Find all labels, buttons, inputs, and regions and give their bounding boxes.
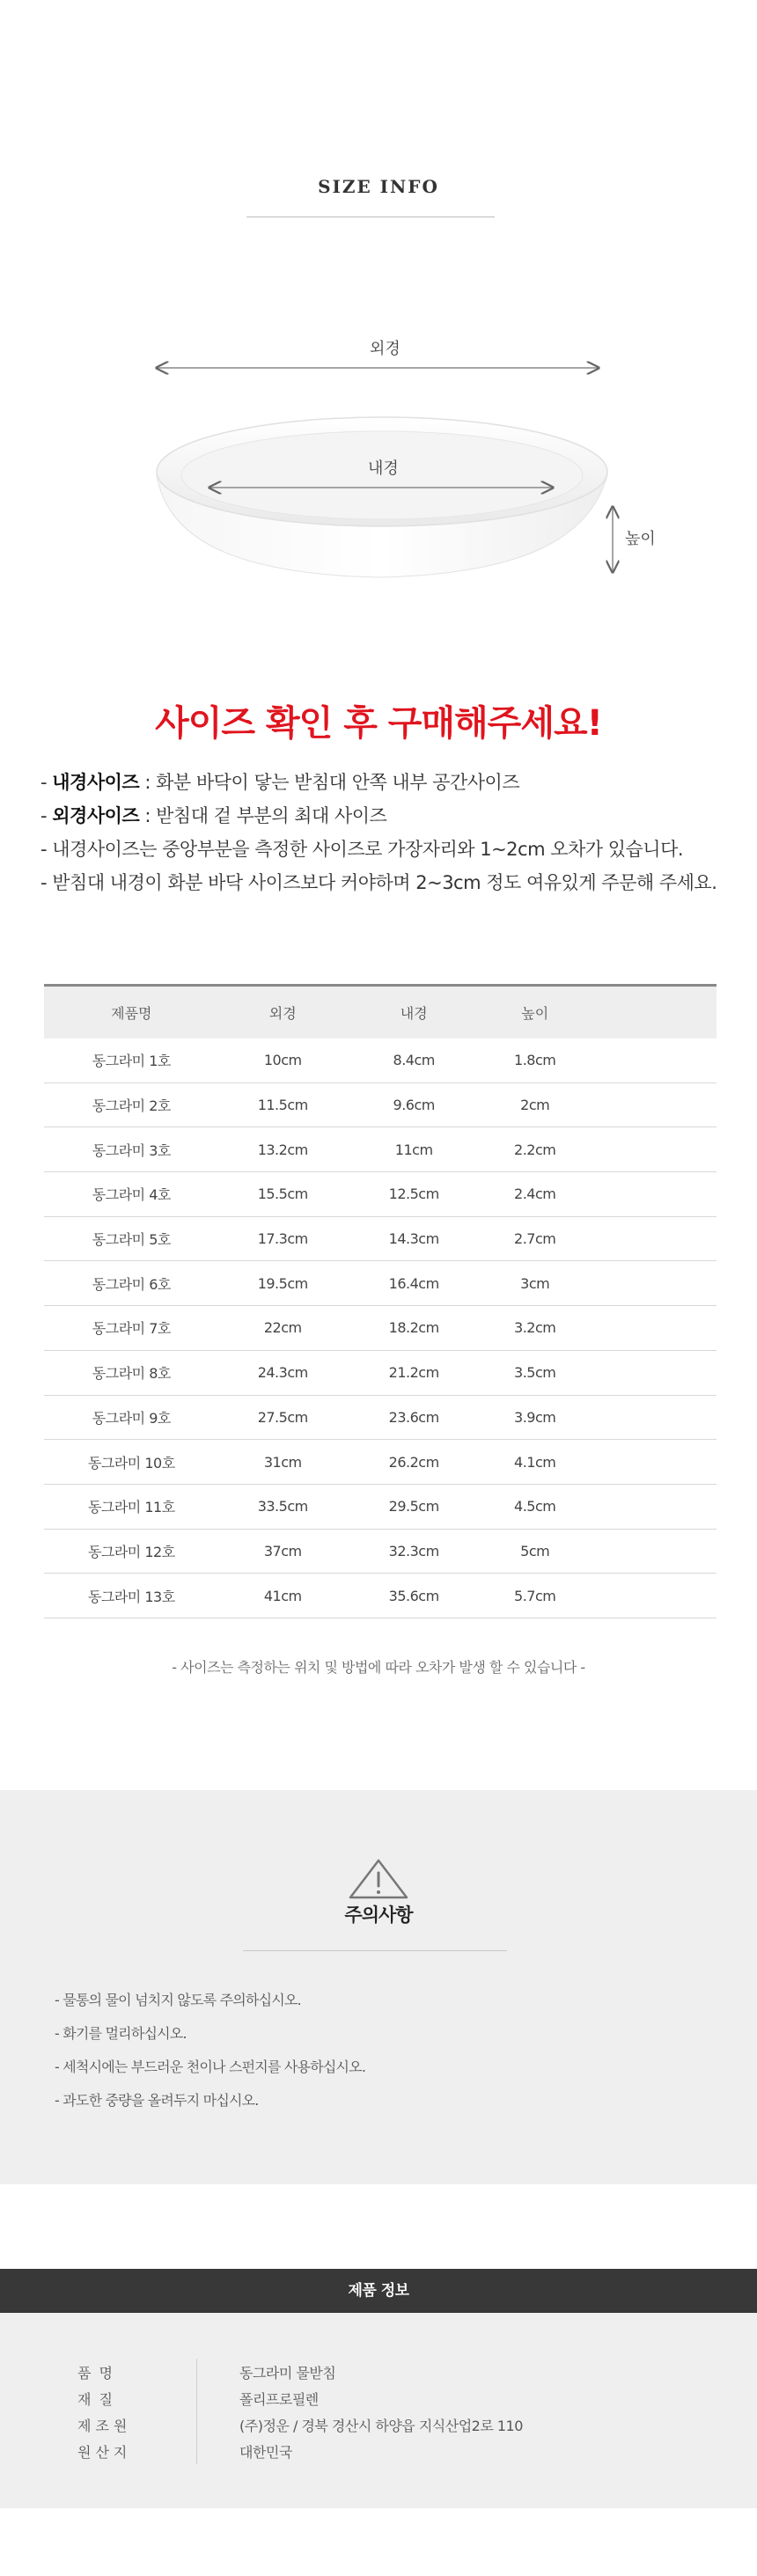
size-table-body bbox=[44, 1038, 717, 1618]
cell-empty bbox=[589, 1083, 717, 1127]
table-row bbox=[44, 1529, 717, 1574]
cell-inner: 32.3cm bbox=[347, 1529, 481, 1574]
cell-product-name: 동그라미 7호 bbox=[44, 1306, 219, 1351]
cell-height: 2.2cm bbox=[481, 1127, 589, 1172]
cell-inner: 11cm bbox=[347, 1127, 481, 1172]
cell-outer: 17.3cm bbox=[219, 1216, 347, 1261]
cell-empty bbox=[589, 1484, 717, 1529]
cell-inner: 12.5cm bbox=[347, 1172, 481, 1217]
cell-inner: 23.6cm bbox=[347, 1395, 481, 1440]
cell-product-name: 동그라미 2호 bbox=[44, 1083, 219, 1127]
cell-empty bbox=[589, 1574, 717, 1618]
cell-empty bbox=[589, 1306, 717, 1351]
info-row-manufacturer bbox=[0, 2415, 757, 2441]
cell-empty bbox=[589, 1261, 717, 1306]
cell-product-name: 동그라미 1호 bbox=[44, 1038, 219, 1083]
header-inner: 내경 bbox=[400, 1004, 428, 1022]
product-info-box bbox=[0, 2313, 757, 2508]
table-row bbox=[44, 1038, 717, 1083]
caution-title: 주의사항 bbox=[344, 1904, 413, 1926]
note-outer-size: - 외경사이즈 : 받침대 겉 부분의 최대 사이즈 bbox=[40, 805, 387, 826]
info-value: (주)정운 / 경북 경산시 하양읍 지식산업2로 110 bbox=[239, 2418, 523, 2434]
table-row bbox=[44, 1306, 717, 1351]
info-row-name bbox=[0, 2362, 757, 2389]
cell-outer: 10cm bbox=[219, 1038, 347, 1083]
cell-outer: 33.5cm bbox=[219, 1484, 347, 1529]
header-product-name: 제품명 bbox=[111, 1004, 152, 1022]
cell-product-name: 동그라미 13호 bbox=[44, 1574, 219, 1618]
caution-item: - 과도한 중량을 올려두지 마십시오. bbox=[55, 2092, 259, 2109]
size-table bbox=[44, 984, 717, 1618]
cell-outer: 37cm bbox=[219, 1529, 347, 1574]
info-key: 제조원 bbox=[77, 2418, 132, 2434]
cell-empty bbox=[589, 1440, 717, 1485]
table-header-row bbox=[44, 986, 717, 1038]
cell-outer: 11.5cm bbox=[219, 1083, 347, 1127]
info-value: 폴리프로필렌 bbox=[239, 2391, 319, 2408]
caution-section bbox=[0, 1790, 757, 2184]
table-row bbox=[44, 1350, 717, 1395]
cell-height: 3cm bbox=[481, 1261, 589, 1306]
table-row bbox=[44, 1127, 717, 1172]
table-row bbox=[44, 1574, 717, 1618]
table-row bbox=[44, 1440, 717, 1485]
cell-height: 3.2cm bbox=[481, 1306, 589, 1351]
caution-item: - 화기를 멀리하십시오. bbox=[55, 2025, 187, 2042]
cell-height: 2cm bbox=[481, 1083, 589, 1127]
cell-product-name: 동그라미 12호 bbox=[44, 1529, 219, 1574]
caution-divider bbox=[243, 1950, 507, 1951]
info-value: 대한민국 bbox=[239, 2444, 292, 2461]
cell-empty bbox=[589, 1038, 717, 1083]
size-notes bbox=[40, 766, 745, 899]
cell-product-name: 동그라미 11호 bbox=[44, 1484, 219, 1529]
inner-diameter-label: 내경 bbox=[368, 459, 399, 478]
cell-height: 2.4cm bbox=[481, 1172, 589, 1217]
cell-product-name: 동그라미 8호 bbox=[44, 1350, 219, 1395]
info-row-material bbox=[0, 2389, 757, 2415]
info-row-origin bbox=[0, 2441, 757, 2468]
cell-empty bbox=[589, 1216, 717, 1261]
table-row bbox=[44, 1395, 717, 1440]
note-measure-center: - 내경사이즈는 중앙부분을 측정한 사이즈로 가장자리와 1~2cm 오차가 있습니다. bbox=[40, 839, 684, 860]
table-row bbox=[44, 1484, 717, 1529]
cell-product-name: 동그라미 10호 bbox=[44, 1440, 219, 1485]
cell-inner: 26.2cm bbox=[347, 1440, 481, 1485]
cell-height: 4.1cm bbox=[481, 1440, 589, 1485]
table-row bbox=[44, 1083, 717, 1127]
size-info-title: SIZE INFO bbox=[318, 176, 439, 197]
header-empty bbox=[589, 986, 717, 1038]
tray-size-diagram bbox=[0, 317, 757, 607]
table-row bbox=[44, 1216, 717, 1261]
cell-product-name: 동그라미 4호 bbox=[44, 1172, 219, 1217]
cell-product-name: 동그라미 6호 bbox=[44, 1261, 219, 1306]
measurement-error-note: - 사이즈는 측정하는 위치 및 방법에 따라 오차가 발생 할 수 있습니다 - bbox=[172, 1659, 585, 1676]
cell-inner: 8.4cm bbox=[347, 1038, 481, 1083]
cell-height: 3.9cm bbox=[481, 1395, 589, 1440]
cell-outer: 13.2cm bbox=[219, 1127, 347, 1172]
cell-inner: 29.5cm bbox=[347, 1484, 481, 1529]
info-key: 품명 bbox=[77, 2365, 121, 2382]
size-check-heading: 사이즈 확인 후 구매해주세요! bbox=[155, 703, 602, 744]
info-value: 동그라미 물받침 bbox=[239, 2365, 336, 2382]
cell-inner: 21.2cm bbox=[347, 1350, 481, 1395]
note-order-margin: - 받침대 내경이 화분 바닥 사이즈보다 커야하며 2~3cm 정도 여유있게 주문해 주세요. bbox=[40, 872, 717, 893]
cell-outer: 41cm bbox=[219, 1574, 347, 1618]
cell-outer: 22cm bbox=[219, 1306, 347, 1351]
cell-height: 2.7cm bbox=[481, 1216, 589, 1261]
table-row bbox=[44, 1172, 717, 1217]
header-outer: 외경 bbox=[268, 1004, 297, 1022]
cell-height: 4.5cm bbox=[481, 1484, 589, 1529]
caution-item: - 물통의 물이 넘치지 않도록 주의하십시오. bbox=[55, 1992, 301, 2008]
cell-height: 5cm bbox=[481, 1529, 589, 1574]
warning-triangle-icon bbox=[347, 1857, 410, 1901]
height-label: 높이 bbox=[625, 530, 656, 548]
cell-outer: 27.5cm bbox=[219, 1395, 347, 1440]
cell-height: 5.7cm bbox=[481, 1574, 589, 1618]
caution-list bbox=[55, 1984, 365, 2117]
cell-empty bbox=[589, 1172, 717, 1217]
outer-diameter-label: 외경 bbox=[370, 340, 401, 358]
cell-height: 1.8cm bbox=[481, 1038, 589, 1083]
header-height: 높이 bbox=[521, 1004, 549, 1022]
caution-item: - 세척시에는 부드러운 천이나 스펀지를 사용하십시오. bbox=[55, 2059, 366, 2075]
cell-empty bbox=[589, 1350, 717, 1395]
product-info-title: 제품 정보 bbox=[0, 2269, 757, 2313]
cell-inner: 14.3cm bbox=[347, 1216, 481, 1261]
info-key: 원산지 bbox=[77, 2444, 132, 2461]
cell-height: 3.5cm bbox=[481, 1350, 589, 1395]
cell-inner: 18.2cm bbox=[347, 1306, 481, 1351]
cell-empty bbox=[589, 1529, 717, 1574]
cell-product-name: 동그라미 3호 bbox=[44, 1127, 219, 1172]
cell-inner: 16.4cm bbox=[347, 1261, 481, 1306]
note-inner-size: - 내경사이즈 : 화분 바닥이 닿는 받침대 안쪽 내부 공간사이즈 bbox=[40, 772, 520, 793]
info-key: 재질 bbox=[77, 2391, 121, 2408]
cell-product-name: 동그라미 9호 bbox=[44, 1395, 219, 1440]
cell-outer: 31cm bbox=[219, 1440, 347, 1485]
table-row bbox=[44, 1261, 717, 1306]
cell-outer: 15.5cm bbox=[219, 1172, 347, 1217]
cell-outer: 19.5cm bbox=[219, 1261, 347, 1306]
cell-empty bbox=[589, 1395, 717, 1440]
cell-product-name: 동그라미 5호 bbox=[44, 1216, 219, 1261]
cell-outer: 24.3cm bbox=[219, 1350, 347, 1395]
cell-empty bbox=[589, 1127, 717, 1172]
cell-inner: 35.6cm bbox=[347, 1574, 481, 1618]
cell-inner: 9.6cm bbox=[347, 1083, 481, 1127]
